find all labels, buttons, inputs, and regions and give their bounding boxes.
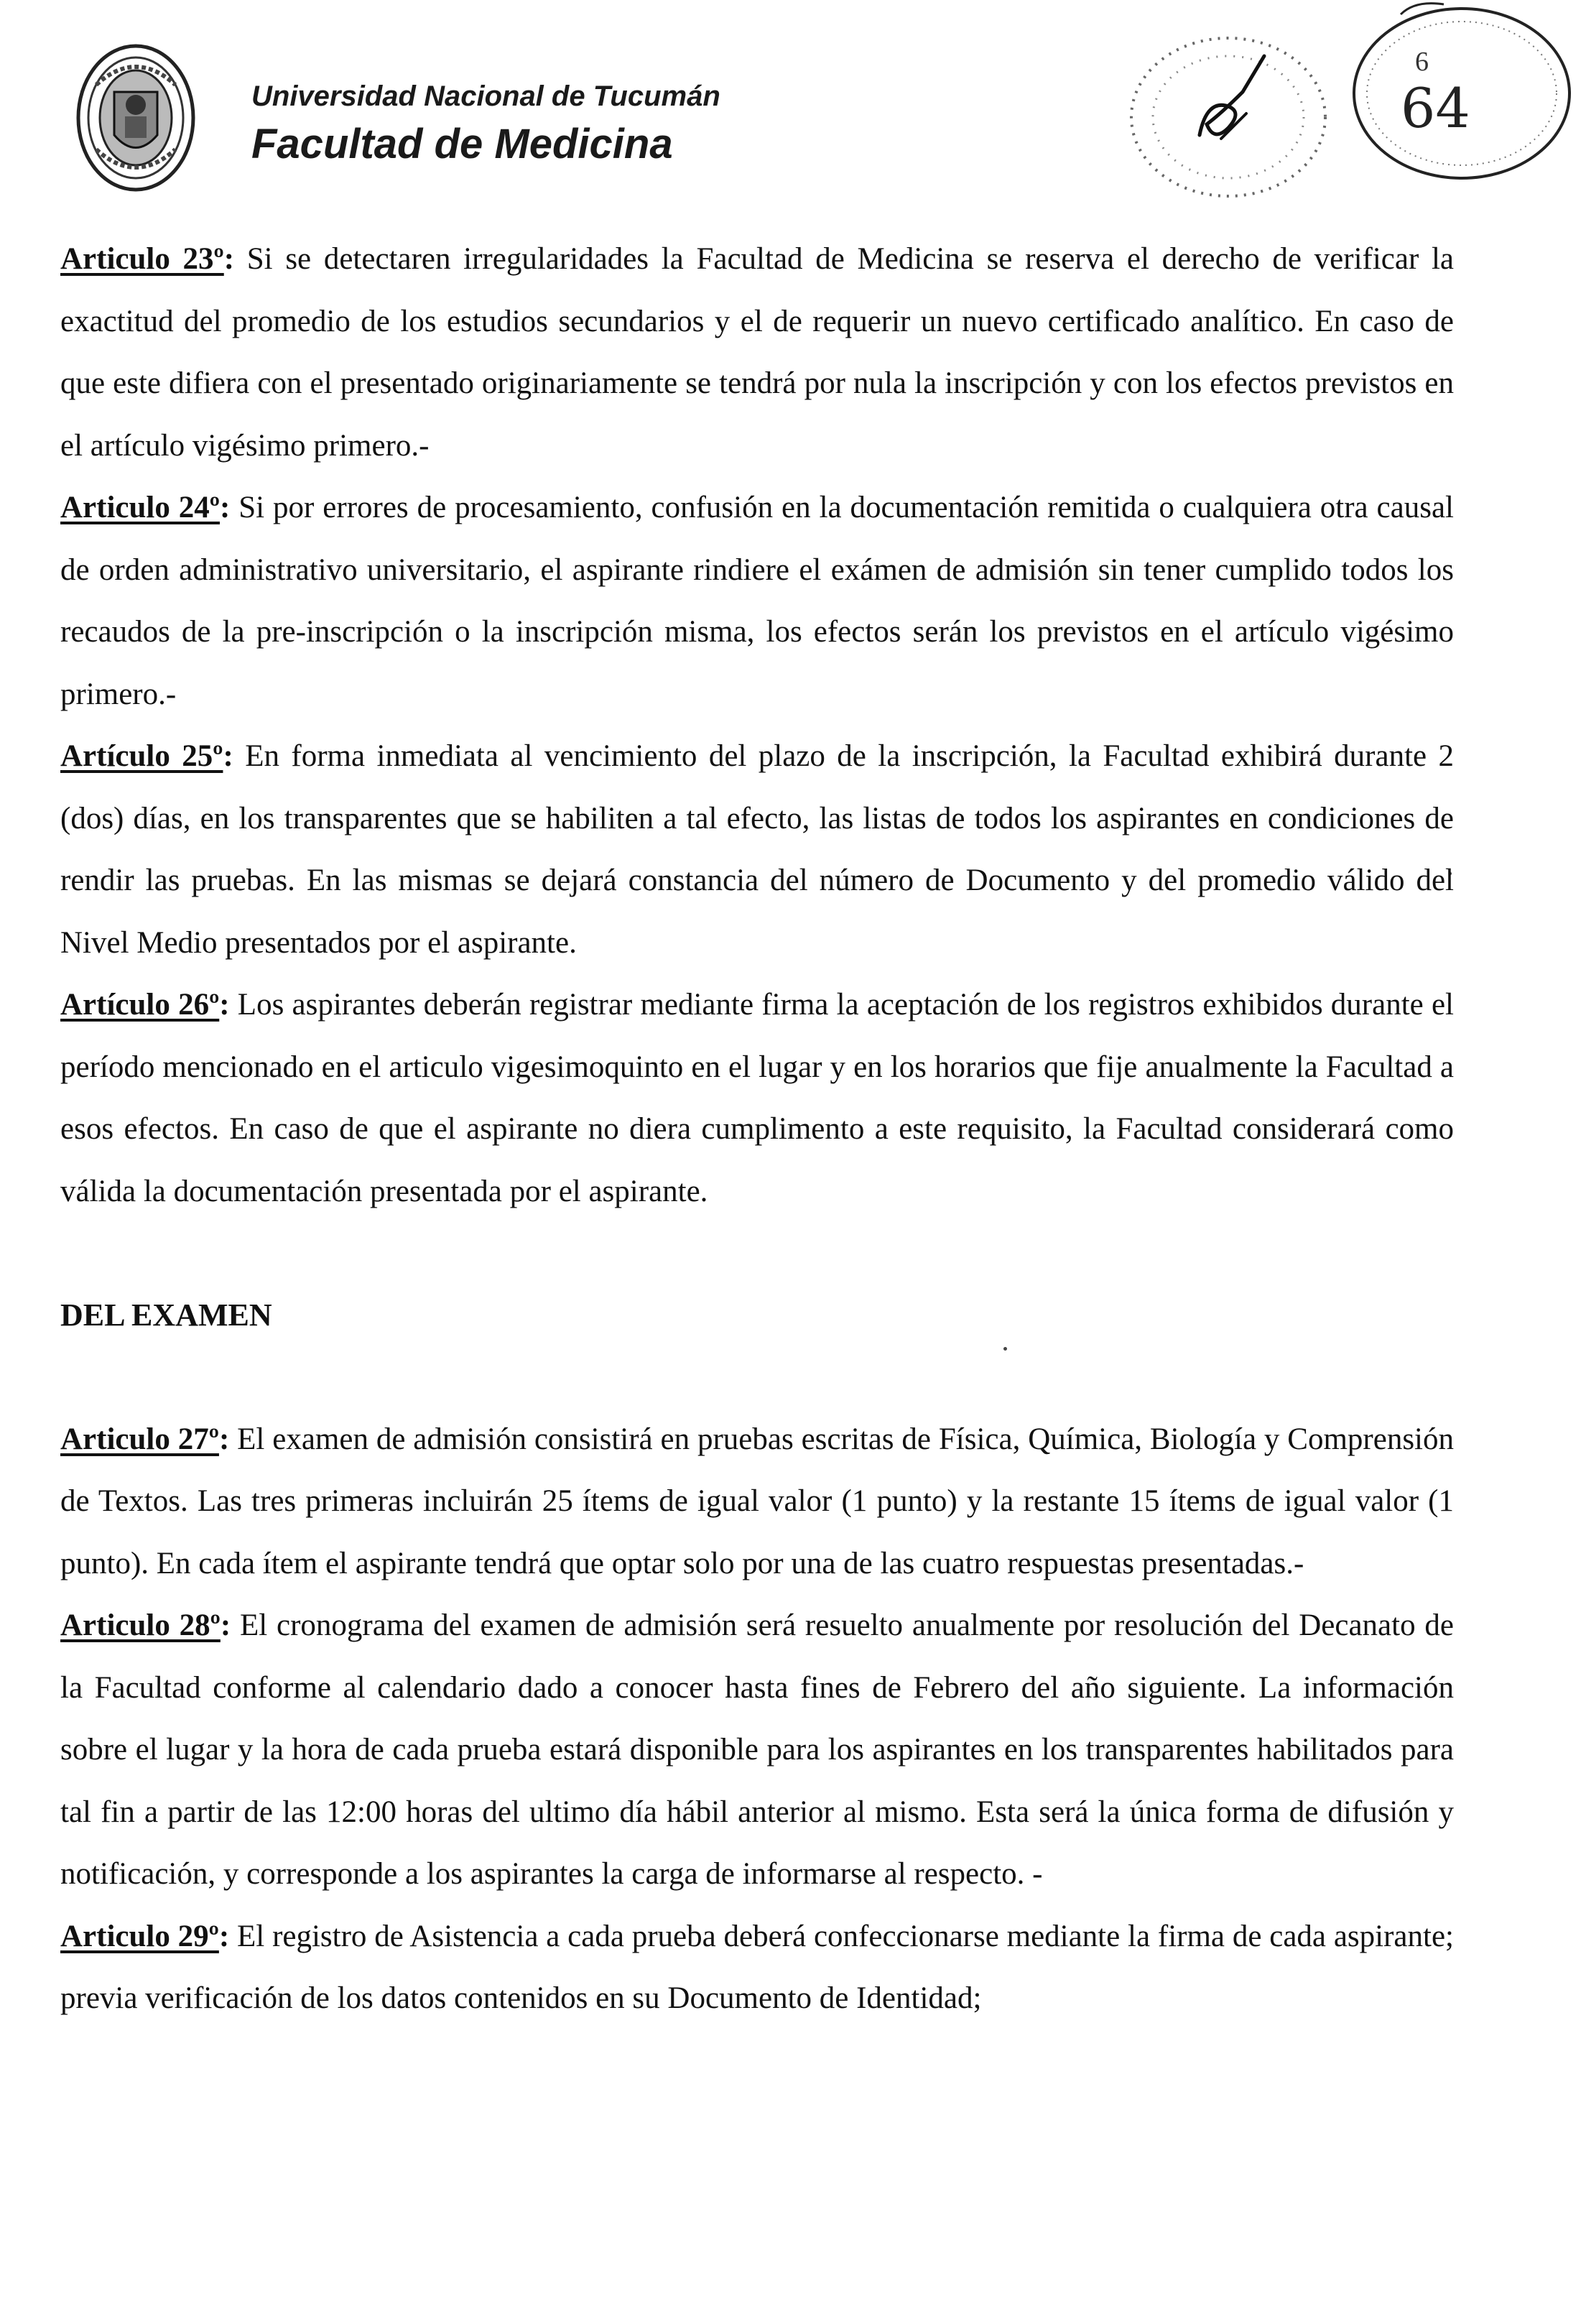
article-text: Si se detectaren irregularidades la Facultad de Medicina se reserva el derecho de verificar la exactitud del promedio de los estudios secundarios y el de requerir un nuevo certificado analítico. En caso de que este difiera con el presentado originariamente se tendrá por nula la inscripción y con los efectos previstos en el artículo vigésimo primero.- bbox=[60, 242, 1455, 463]
article-text: En forma inmediata al vencimiento del plazo de la inscripción, la Facultad exhibirá durante 2 (dos) días, en los transparentes que se habiliten a tal efecto, las listas de todos los aspirantes en condiciones de rendir las pruebas. En las mismas se dejará constancia del número de Documento y del promedio válido del Nivel Medio presentados por el aspirante. bbox=[60, 739, 1455, 960]
article-paragraph bbox=[60, 726, 1454, 974]
article-colon: : bbox=[223, 739, 233, 773]
article-colon: : bbox=[219, 988, 230, 1022]
article-colon: : bbox=[223, 242, 235, 276]
article-paragraph bbox=[60, 1595, 1454, 1906]
article-text: El registro de Asistencia a cada prueba deberá confeccionarse mediante la firma de cada aspirante; previa verificación de los datos contenidos en su Documento de Identidad; bbox=[60, 1919, 1454, 2015]
article-text: Si por errores de procesamiento, confusión en la documentación remitida o cualquiera otra causal de orden administrativo universitario, el aspirante rindiere el exámen de admisión sin tener cumplido todos los recaudos de la pre-inscripción o la inscripción misma, los efectos serán los previstos en el artículo vigésimo primero.- bbox=[60, 491, 1454, 711]
article-title: Articulo 27º bbox=[60, 1422, 219, 1456]
letterhead bbox=[251, 78, 720, 171]
faculty-name: Facultad de Medicina bbox=[251, 121, 673, 167]
article-title: Articulo 23º bbox=[60, 242, 224, 276]
article-text: Los aspirantes deberán registrar mediante firma la aceptación de los registros exhibidos durante el período mencionado en el articulo vigesimoquinto en el lugar y en los horarios que fije anualmente la Facultad a esos efectos. En caso de que el aspirante no diera cumplimento a este requisito, la Facultad considerará como válida la documentación presentada por el aspirante. bbox=[60, 988, 1454, 1208]
section-heading: DEL EXAMEN bbox=[60, 1297, 272, 1333]
handwritten-signature-icon bbox=[1200, 56, 1264, 139]
article-title: Articulo 24º bbox=[60, 491, 220, 524]
article-title: Artículo 26º bbox=[60, 988, 220, 1022]
article-colon: : bbox=[220, 1608, 231, 1642]
page-number: 6 bbox=[1415, 47, 1429, 77]
article-paragraph bbox=[60, 1409, 1454, 1596]
article-colon: : bbox=[218, 1422, 230, 1456]
dotted-stamp-icon bbox=[1121, 27, 1336, 207]
article-title: Artículo 25º bbox=[60, 739, 223, 773]
article-paragraph bbox=[60, 1906, 1454, 2030]
article-title: Articulo 28º bbox=[60, 1608, 221, 1642]
article-title: Articulo 29º bbox=[60, 1919, 219, 1953]
university-seal-icon bbox=[75, 42, 197, 194]
article-text: El cronograma del examen de admisión será resuelto anualmente por resolución del Decanato de la Facultad conforme al calendario dado a conocer hasta fines de Febrero del año siguiente. La información sobre el lugar y la hora de cada prueba estará disponible para los aspirantes en los transparentes habilitados para tal fin a partir de las 12:00 horas del ultimo día hábil anterior al mismo. Esta será la única forma de difusión y notificación, y corresponde a los aspirantes la carga de informarse al respecto. - bbox=[60, 1608, 1454, 1891]
article-colon: : bbox=[219, 491, 231, 524]
document-body bbox=[60, 228, 1454, 2030]
folio-number: 64 bbox=[1401, 76, 1470, 140]
article-colon: : bbox=[218, 1919, 230, 1953]
article-paragraph bbox=[60, 228, 1454, 477]
article-paragraph bbox=[60, 974, 1454, 1223]
article-text: El examen de admisión consistirá en pruebas escritas de Física, Química, Biología y Comprensión de Textos. Las tres primeras incluirán 25 ítems de igual valor (1 punto) y la restante 15 ítems de igual valor (1 punto). En cada ítem el aspirante tendrá que optar solo por una de las cuatro respuestas presentadas.- bbox=[60, 1422, 1455, 1580]
university-name: Universidad Nacional de Tucumán bbox=[251, 80, 720, 112]
article-paragraph bbox=[60, 477, 1454, 726]
